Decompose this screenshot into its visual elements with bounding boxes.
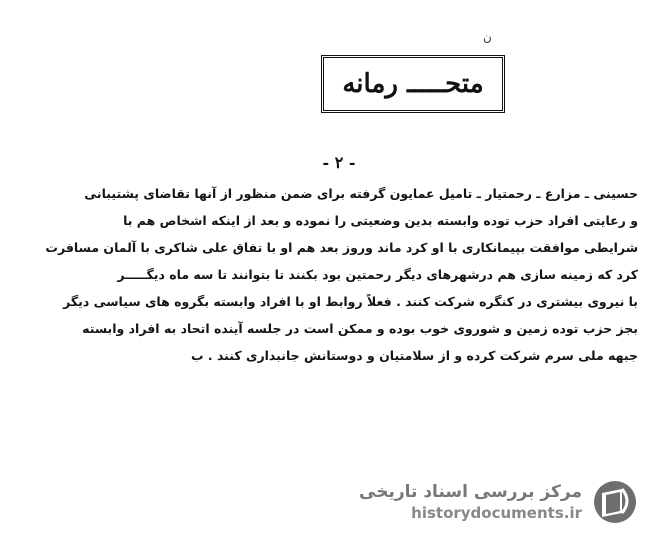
archive-logo-icon <box>592 479 638 525</box>
footer-site: historydocuments.ir <box>411 504 582 522</box>
body-text <box>44 180 638 369</box>
body-line: بجز حزب توده زمین و شوروی خوب بوده و ممکن است در جلسه آینده اتحاد به افراد وابسته <box>82 321 638 336</box>
body-line: شرایطی موافقت بپیمانکاری با او کرد ماند وروز بعد هم او با تفاق علی شاکری با آلمان مسافرت <box>45 240 638 255</box>
body-line: حسینی ـ مزارع ـ رحمتیار ـ تامیل عمایون گرفته برای ضمن منظور از آنها تقاضای پشتیبانی <box>84 186 638 201</box>
corner-mark: ن <box>483 30 492 44</box>
body-line: با نیروی بیشتری در کنگره شرکت کنند . فعلاً روابط او با افراد وابسته بگروه های سیاسی دیگر <box>63 294 638 309</box>
header-title: متحـــــ رمانه <box>342 69 484 99</box>
header-title-box <box>321 55 505 113</box>
body-line: و رعایتی افراد حزب توده وابسته بدین وضعیتی را نموده و بعد از اینکه اشخاص هم با <box>123 213 638 228</box>
body-line: جبهه ملی سرم شرکت کرده و از سلامتیان و دوستانش جانبداری کنند . ب <box>190 348 638 363</box>
footer-text <box>359 481 582 523</box>
footer-watermark <box>359 474 638 530</box>
page-number: - ۲ - <box>322 153 356 172</box>
footer-title: مرکز بررسی اسناد تاریخی <box>359 482 582 502</box>
body-line: کرد که زمینه سازی هم درشهرهای دیگر رحمتین بود بکنند تا بتوانند تا سه ماه دیگـــــر <box>117 267 638 282</box>
